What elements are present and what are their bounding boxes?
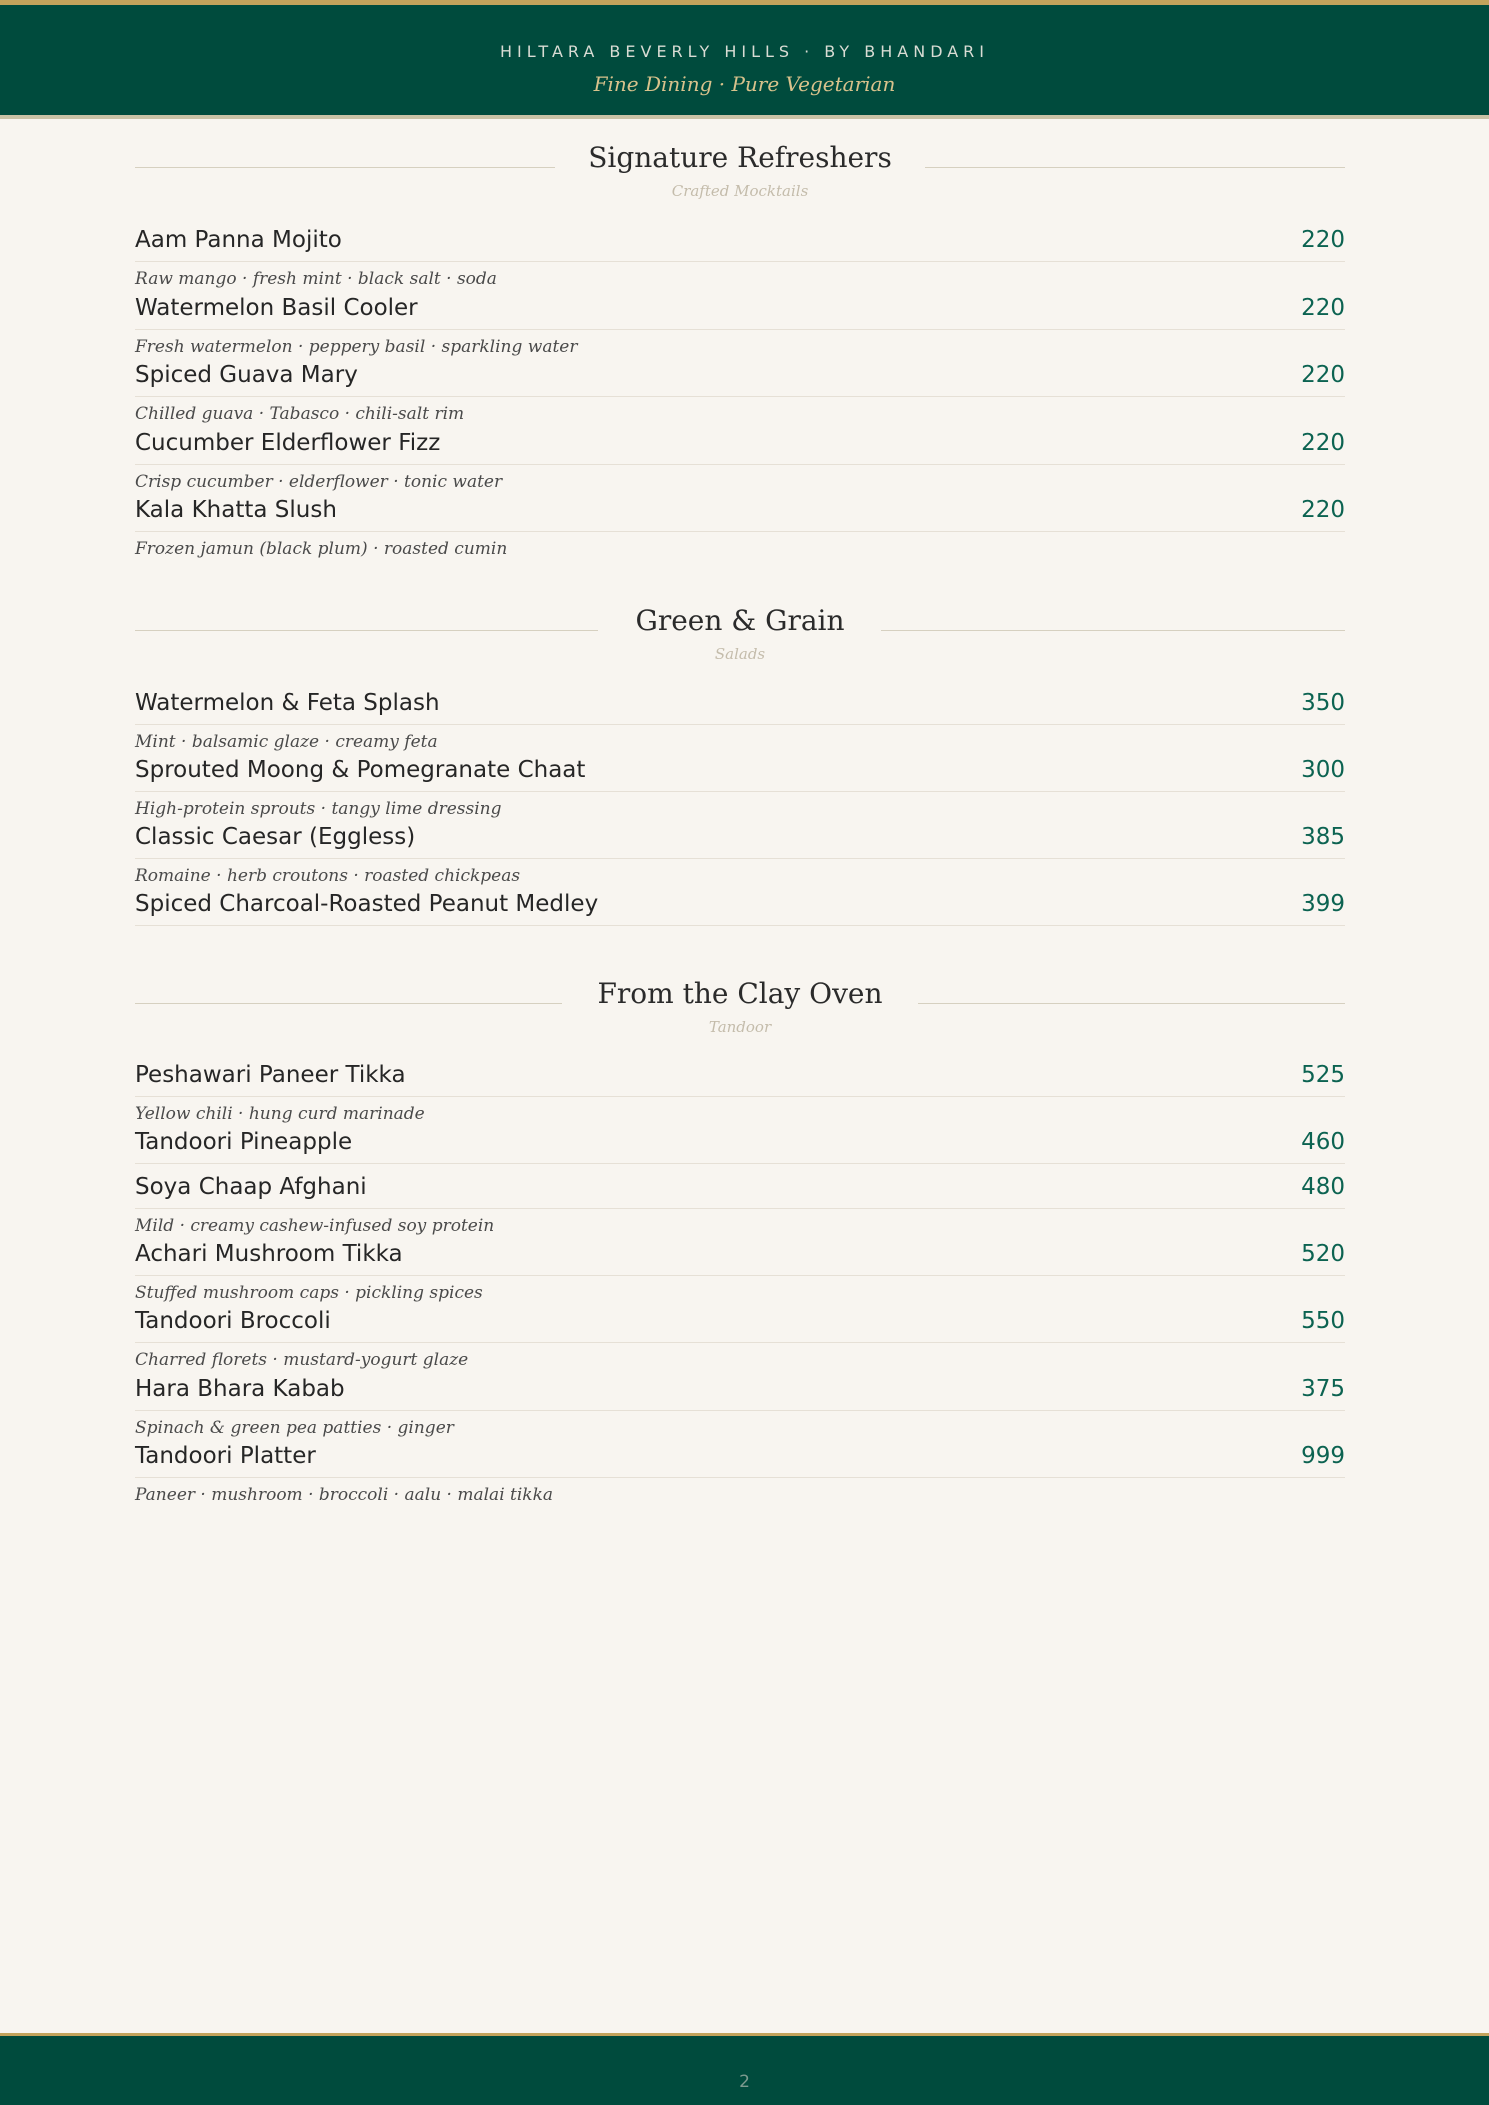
menu-item-description: Spinach & green pea patties · ginger [135,1418,454,1438]
menu-item [135,1443,1345,1505]
section-title: Green & Grain [635,604,845,637]
menu-item-name: Achari Mushroom Tikka [135,1241,403,1267]
menu-item-price: 460 [1301,1129,1345,1155]
menu-item-row [135,690,1345,725]
menu-item-description: Romaine · herb croutons · roasted chickpeas [135,866,521,886]
menu-item-description: Chilled guava · Tabasco · chili-salt rim [135,404,465,424]
menu-item [135,362,1345,424]
menu-item [135,824,1345,886]
menu-item [135,497,1345,559]
menu-item-name: Cucumber Elderflower Fizz [135,430,441,456]
menu-item-price: 399 [1301,891,1345,917]
menu-header [0,5,1489,115]
brand-tagline: Fine Dining · Pure Vegetarian [593,72,896,96]
menu-item-row [135,824,1345,859]
menu-item-price: 520 [1301,1241,1345,1267]
menu-item-name: Sprouted Moong & Pomegranate Chaat [135,757,586,783]
menu-item-name: Kala Khatta Slush [135,497,337,523]
menu-item-row [135,1062,1345,1097]
section-subtitle: Tandoor [708,1018,772,1036]
menu-item-description: Stuffed mushroom caps · pickling spices [135,1283,483,1303]
section-subtitle: Crafted Mocktails [671,182,809,200]
menu-item-price: 220 [1301,497,1345,523]
section-title: Signature Refreshers [588,141,892,174]
brand-name: HILTARA BEVERLY HILLS · BY BHANDARI [499,42,990,61]
menu-item-row [135,1129,1345,1164]
menu-item [135,1062,1345,1124]
menu-item-name: Peshawari Paneer Tikka [135,1062,406,1088]
menu-item-description: Yellow chili · hung curd marinade [135,1104,425,1124]
menu-item-name: Hara Bhara Kabab [135,1376,345,1402]
menu-item [135,891,1345,926]
menu-item-price: 220 [1301,227,1345,253]
menu-item-price: 999 [1301,1443,1345,1469]
menu-item-row [135,295,1345,330]
menu-item-description: Mint · balsamic glaze · creamy feta [135,732,438,752]
section-header-refreshers [135,141,1345,211]
menu-item-row [135,362,1345,397]
menu-item-name: Tandoori Broccoli [135,1308,331,1334]
menu-item [135,1174,1345,1236]
menu-item [135,757,1345,819]
menu-item-name: Watermelon & Feta Splash [135,690,440,716]
menu-item-name: Watermelon Basil Cooler [135,295,418,321]
menu-item-description: Mild · creamy cashew-infused soy protein [135,1216,495,1236]
menu-item [135,1241,1345,1303]
section-header-salads [135,604,1345,674]
menu-item-price: 220 [1301,362,1345,388]
menu-item-row [135,757,1345,792]
menu-item [135,1376,1345,1438]
page-number: 2 [739,2072,750,2092]
section-subtitle: Salads [714,645,766,663]
menu-item-price: 220 [1301,295,1345,321]
menu-item-row [135,1308,1345,1343]
menu-item-row [135,1174,1345,1209]
menu-item-description: Raw mango · fresh mint · black salt · soda [135,269,497,289]
menu-item-price: 480 [1301,1174,1345,1200]
menu-item-row [135,1443,1345,1478]
menu-footer [0,2036,1489,2105]
menu-item-price: 375 [1301,1376,1345,1402]
menu-item-description: Crisp cucumber · elderflower · tonic water [135,472,503,492]
menu-item-price: 220 [1301,430,1345,456]
section-title: From the Clay Oven [597,977,883,1010]
menu-item-description: High-protein sprouts · tangy lime dressing [135,799,502,819]
menu-item [135,430,1345,492]
menu-item-row [135,227,1345,262]
menu-item-price: 525 [1301,1062,1345,1088]
menu-item [135,227,1345,289]
menu-item-row [135,891,1345,926]
menu-item-row [135,1376,1345,1411]
menu-item-name: Tandoori Pineapple [135,1129,353,1155]
menu-item-price: 300 [1301,757,1345,783]
menu-item-row [135,1241,1345,1276]
menu-item-price: 550 [1301,1308,1345,1334]
menu-item-row [135,430,1345,465]
menu-item [135,690,1345,752]
menu-item-row [135,497,1345,532]
menu-item [135,295,1345,357]
menu-item-price: 350 [1301,690,1345,716]
menu-item-name: Tandoori Platter [135,1443,316,1469]
menu-item-name: Spiced Charcoal-Roasted Peanut Medley [135,891,599,917]
menu-item [135,1308,1345,1370]
menu-item-name: Classic Caesar (Eggless) [135,824,416,850]
menu-item-description: Frozen jamun (black plum) · roasted cumin [135,539,508,559]
menu-item-description: Paneer · mushroom · broccoli · aalu · malai tikka [135,1485,554,1505]
header-divider [0,115,1489,119]
menu-item-description: Fresh watermelon · peppery basil · sparkling water [135,337,578,357]
menu-item-name: Spiced Guava Mary [135,362,358,388]
section-header-tandoor [135,977,1345,1047]
menu-item-name: Soya Chaap Afghani [135,1174,367,1200]
menu-item-price: 385 [1301,824,1345,850]
menu-item-description: Charred florets · mustard-yogurt glaze [135,1350,469,1370]
menu-item-name: Aam Panna Mojito [135,227,342,253]
menu-item [135,1129,1345,1164]
